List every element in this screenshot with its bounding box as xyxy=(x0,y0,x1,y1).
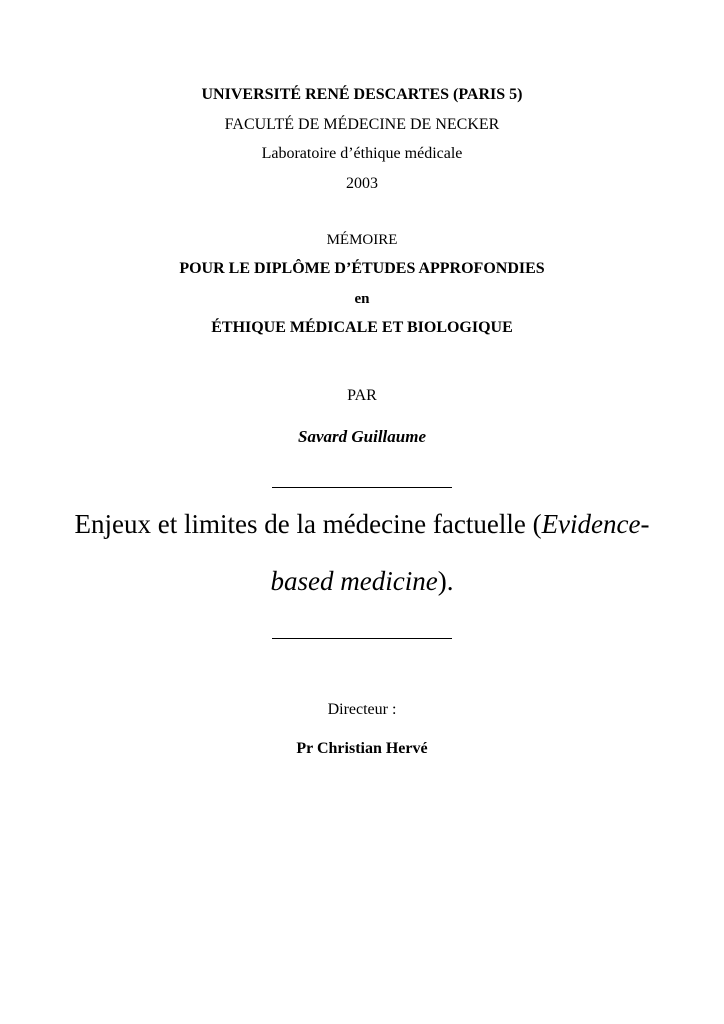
title-line-1-italic: Evidence- xyxy=(541,509,650,539)
thesis-title-line-1 xyxy=(0,509,724,540)
author-name: Savard Guillaume xyxy=(298,427,426,446)
bottom-divider xyxy=(272,638,452,639)
by-label: PAR xyxy=(347,387,377,404)
title-line-1-text: Enjeux et limites de la médecine factuelle ( xyxy=(74,509,542,539)
top-divider xyxy=(272,487,452,488)
document-type: MÉMOIRE xyxy=(326,232,398,248)
diploma-name: POUR LE DIPLÔME D’ÉTUDES APPROFONDIES xyxy=(179,260,545,277)
thesis-title-line-2 xyxy=(0,566,724,597)
year: 2003 xyxy=(346,175,378,192)
university-name: UNIVERSITÉ RENÉ DESCARTES (PARIS 5) xyxy=(201,86,523,103)
diploma-connector: en xyxy=(354,291,370,307)
laboratory-name: Laboratoire d’éthique médicale xyxy=(261,145,463,162)
diploma-field: ÉTHIQUE MÉDICALE ET BIOLOGIQUE xyxy=(211,319,513,336)
faculty-name: FACULTÉ DE MÉDECINE DE NECKER xyxy=(224,116,500,133)
supervisor-name: Pr Christian Hervé xyxy=(296,740,428,757)
title-line-2-italic: based medicine xyxy=(270,566,438,596)
title-line-2-text: ). xyxy=(437,566,454,596)
supervisor-label: Directeur : xyxy=(327,701,397,718)
